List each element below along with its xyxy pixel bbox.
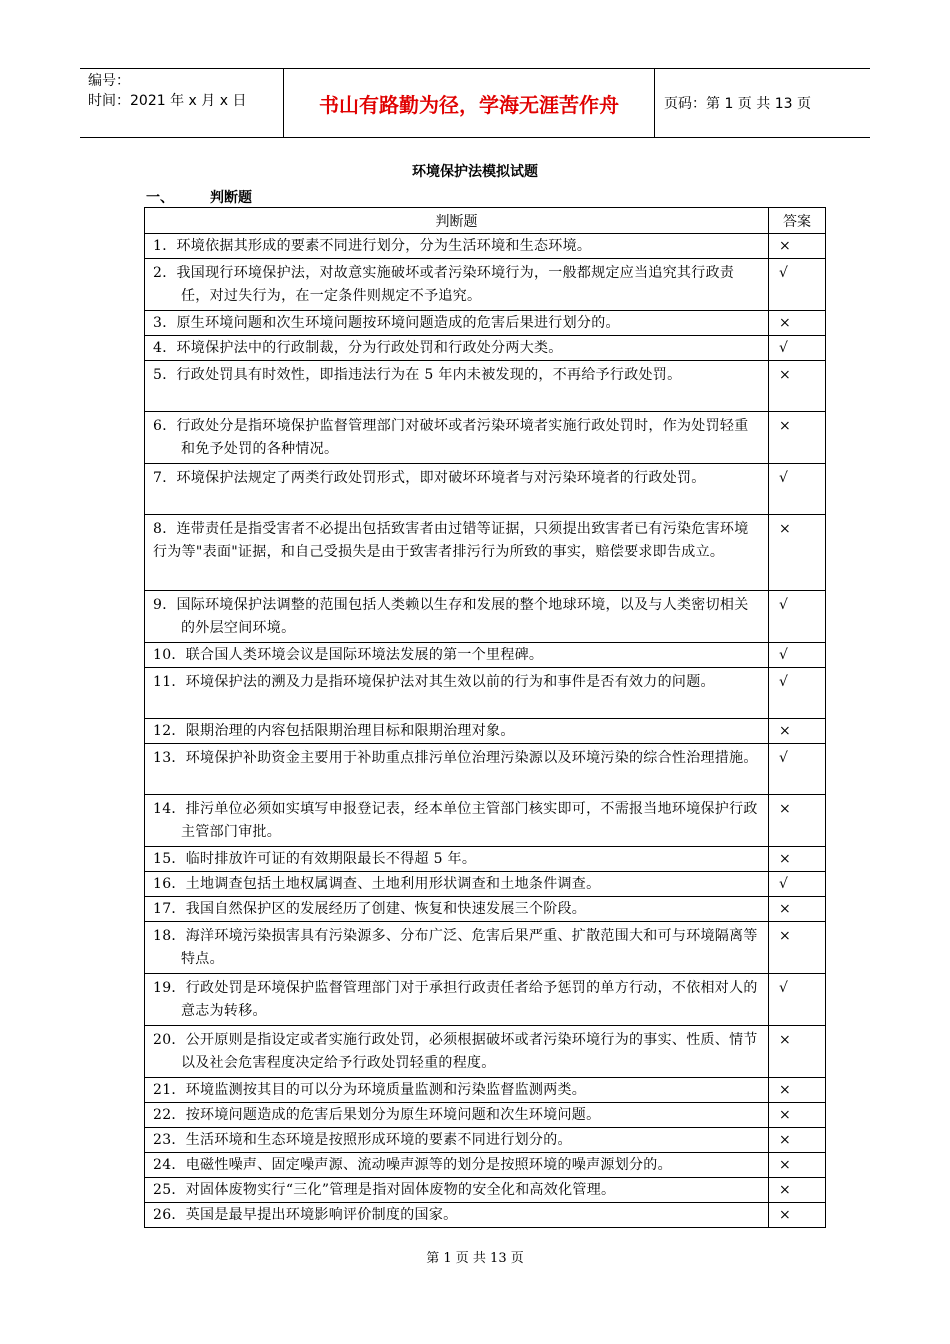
question-text: 18．海洋环境污染损害具有污染源多、分布广泛、危害后果严重、扩散范围大和可与环境隔离等特点。 xyxy=(153,928,758,967)
question-cell xyxy=(145,1178,769,1203)
question-text: 3．原生环境问题和次生环境问题按环境问题造成的危害后果进行划分的。 xyxy=(153,315,620,331)
question-cell xyxy=(145,336,769,361)
question-cell xyxy=(145,1153,769,1178)
code-label: 编号： xyxy=(88,73,130,89)
answer-cell: × xyxy=(769,234,826,259)
question-text: 12．限期治理的内容包括限期治理目标和限期治理对象。 xyxy=(153,723,515,739)
question-cell xyxy=(145,234,769,259)
table-row xyxy=(145,897,826,922)
question-text: 17．我国自然保护区的发展经历了创建、恢复和快速发展三个阶段。 xyxy=(153,901,587,917)
answer-cell: √ xyxy=(769,464,826,515)
answer-cell: × xyxy=(769,897,826,922)
question-cell xyxy=(145,1203,769,1228)
question-cell xyxy=(145,847,769,872)
table-row xyxy=(145,719,826,744)
table-body xyxy=(145,234,826,1228)
table-row xyxy=(145,591,826,643)
table-row xyxy=(145,1203,826,1228)
document-title: 环境保护法模拟试题 xyxy=(412,164,538,180)
answer-cell: × xyxy=(769,361,826,412)
header-motto: 书山有路勤为径，学海无涯苦作舟 xyxy=(284,69,655,137)
answer-cell: × xyxy=(769,1178,826,1203)
table-row xyxy=(145,1103,826,1128)
section-title: 判断题 xyxy=(210,190,252,206)
table-row xyxy=(145,643,826,668)
table-row xyxy=(145,922,826,974)
answer-cell: × xyxy=(769,1026,826,1078)
question-text: 26．英国是最早提出环境影响评价制度的国家。 xyxy=(153,1207,458,1223)
question-text: 22．按环境问题造成的危害后果划分为原生环境问题和次生环境问题。 xyxy=(153,1107,601,1123)
table-row xyxy=(145,974,826,1026)
answer-cell: √ xyxy=(769,259,826,311)
table-row xyxy=(145,1128,826,1153)
question-cell xyxy=(145,464,769,515)
column-header-answer: 答案 xyxy=(769,208,826,234)
answer-cell: × xyxy=(769,1128,826,1153)
table-row xyxy=(145,1178,826,1203)
answer-cell: √ xyxy=(769,872,826,897)
question-cell xyxy=(145,1128,769,1153)
question-text: 6．行政处分是指环境保护监督管理部门对破坏或者污染环境者实施行政处罚时，作为处罚轻重和免予处罚的各种情况。 xyxy=(153,418,749,457)
question-text: 7．环境保护法规定了两类行政处罚形式，即对破坏环境者与对污染环境者的行政处罚。 xyxy=(153,470,706,486)
answer-cell: × xyxy=(769,719,826,744)
question-text: 1．环境依据其形成的要素不同进行划分，分为生活环境和生态环境。 xyxy=(153,238,592,254)
question-cell xyxy=(145,311,769,336)
question-text: 13．环境保护补助资金主要用于补助重点排污单位治理污染源以及环境污染的综合性治理措施。 xyxy=(153,750,758,766)
answer-cell: √ xyxy=(769,643,826,668)
answer-cell: × xyxy=(769,795,826,847)
question-text: 25．对固体废物实行“三化”管理是指对固体废物的安全化和高效化管理。 xyxy=(153,1182,616,1198)
question-text: 19．行政处罚是环境保护监督管理部门对于承担行政责任者给予惩罚的单方行动，不依相对人的意志为转移。 xyxy=(153,980,758,1019)
table-row xyxy=(145,515,826,591)
question-cell xyxy=(145,922,769,974)
question-cell xyxy=(145,515,769,591)
header-page-info: 页码：第 1 页 共 13 页 xyxy=(664,96,811,112)
answer-cell: × xyxy=(769,922,826,974)
table-row xyxy=(145,1026,826,1078)
answer-cell: √ xyxy=(769,668,826,719)
table-row xyxy=(145,234,826,259)
table-row xyxy=(145,259,826,311)
question-text: 2．我国现行环境保护法，对故意实施破坏或者污染环境行为，一般都规定应当追究其行政责任，对过失行为，在一定条件则规定不予追究。 xyxy=(153,265,735,304)
section-number: 一、 xyxy=(146,190,174,206)
question-cell xyxy=(145,719,769,744)
question-text: 4．环境保护法中的行政制裁，分为行政处罚和行政处分两大类。 xyxy=(153,340,563,356)
question-text: 21．环境监测按其目的可以分为环境质量监测和污染监督监测两类。 xyxy=(153,1082,587,1098)
time-label: 时间：2021 年 x 月 x 日 xyxy=(88,93,247,109)
question-text: 24．电磁性噪声、固定噪声源、流动噪声源等的划分是按照环境的噪声源划分的。 xyxy=(153,1157,672,1173)
answer-cell: √ xyxy=(769,744,826,795)
question-cell xyxy=(145,259,769,311)
table-row xyxy=(145,464,826,515)
question-text: 15．临时排放许可证的有效期限最长不得超 5 年。 xyxy=(153,851,477,867)
answer-cell: × xyxy=(769,1153,826,1178)
answer-cell: × xyxy=(769,515,826,591)
answer-cell: × xyxy=(769,1203,826,1228)
question-text: 14．排污单位必须如实填写申报登记表，经本单位主管部门核实即可，不需报当地环境保护行政主管部门审批。 xyxy=(153,801,758,840)
table-row xyxy=(145,668,826,719)
question-cell xyxy=(145,412,769,464)
table-row xyxy=(145,412,826,464)
question-cell xyxy=(145,897,769,922)
column-header-question: 判断题 xyxy=(145,208,769,234)
question-cell xyxy=(145,872,769,897)
answer-cell: × xyxy=(769,1078,826,1103)
question-cell xyxy=(145,744,769,795)
table-row xyxy=(145,744,826,795)
question-text: 16．土地调查包括土地权属调查、土地利用形状调查和土地条件调查。 xyxy=(153,876,601,892)
judgement-table xyxy=(144,207,826,1228)
table-row xyxy=(145,1078,826,1103)
question-cell xyxy=(145,1078,769,1103)
table-row xyxy=(145,1153,826,1178)
question-cell xyxy=(145,361,769,412)
page-footer: 第 1 页 共 13 页 xyxy=(426,1251,524,1266)
section-heading xyxy=(146,187,252,207)
answer-cell: × xyxy=(769,1103,826,1128)
question-cell xyxy=(145,974,769,1026)
table-row xyxy=(145,311,826,336)
question-cell xyxy=(145,795,769,847)
table-header-row xyxy=(145,208,826,234)
table-row xyxy=(145,795,826,847)
question-text: 8．连带责任是指受害者不必提出包括致害者由过错等证据，只须提出致害者已有污染危害环境行为等"表面"证据，和自己受损失是由于致害者排污行为所致的事实，赔偿要求即告成立。 xyxy=(153,521,749,560)
question-text: 11．环境保护法的溯及力是指环境保护法对其生效以前的行为和事件是否有效力的问题。 xyxy=(153,674,715,690)
header-meta xyxy=(80,69,284,137)
question-text: 9．国际环境保护法调整的范围包括人类赖以生存和发展的整个地球环境，以及与人类密切相关的外层空间环境。 xyxy=(153,597,749,636)
table-row xyxy=(145,872,826,897)
question-text: 10．联合国人类环境会议是国际环境法发展的第一个里程碑。 xyxy=(153,647,544,663)
table-row xyxy=(145,847,826,872)
answer-cell: × xyxy=(769,311,826,336)
question-text: 5．行政处罚具有时效性，即指违法行为在 5 年内未被发现的，不再给予行政处罚。 xyxy=(153,367,682,383)
question-cell xyxy=(145,668,769,719)
page-header xyxy=(80,68,870,138)
answer-cell: √ xyxy=(769,591,826,643)
question-text: 20．公开原则是指设定或者实施行政处罚，必须根据破坏或者污染环境行为的事实、性质、情节以及社会危害程度决定给予行政处罚轻重的程度。 xyxy=(153,1032,758,1071)
question-cell xyxy=(145,591,769,643)
question-cell xyxy=(145,1103,769,1128)
table-row xyxy=(145,336,826,361)
question-text: 23．生活环境和生态环境是按照形成环境的要素不同进行划分的。 xyxy=(153,1132,572,1148)
question-cell xyxy=(145,1026,769,1078)
table-row xyxy=(145,361,826,412)
answer-cell: × xyxy=(769,412,826,464)
question-cell xyxy=(145,643,769,668)
answer-cell: × xyxy=(769,847,826,872)
answer-cell: √ xyxy=(769,974,826,1026)
answer-cell: √ xyxy=(769,336,826,361)
